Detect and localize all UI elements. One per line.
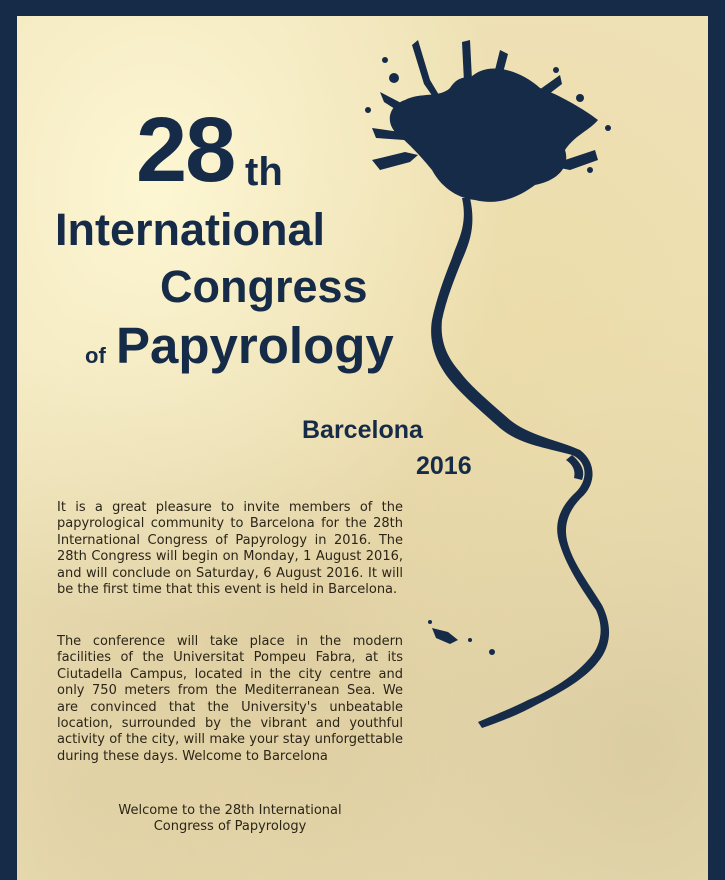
title-congress: Congress [160, 261, 368, 312]
ordinal-suffix: th [245, 150, 283, 194]
congress-number: 28 [136, 99, 235, 201]
city-name: Barcelona [302, 416, 423, 444]
event-year: 2016 [416, 452, 472, 480]
closing-welcome: Welcome to the 28th International Congress of Papyrology [118, 803, 342, 835]
invitation-paragraph: It is a great pleasure to invite members of the papyrological community to Barcelona for the 28th International Congress of Papyrology in 2016. The 28th Congress will begin on Monday, 1 August 2016, and will conclude on Saturday, 6 August 2016. It will be the first time that this event is held in Barcelona. [57, 500, 403, 598]
venue-paragraph: The conference will take place in the modern facilities of the Universitat Pompeu Fabra, at its Ciutadella Campus, located in the city centre and only 750 meters from the Mediterranean Sea. We are convinced that the University's unbeatable location, surrounded by the vibrant and youthful activity of the city, will make your stay unforgettable during these days. Welcome to Barcelona [57, 634, 403, 764]
title-international: International [55, 204, 326, 255]
title-of: of [85, 343, 106, 368]
title-papyrology: Papyrology [116, 317, 394, 374]
